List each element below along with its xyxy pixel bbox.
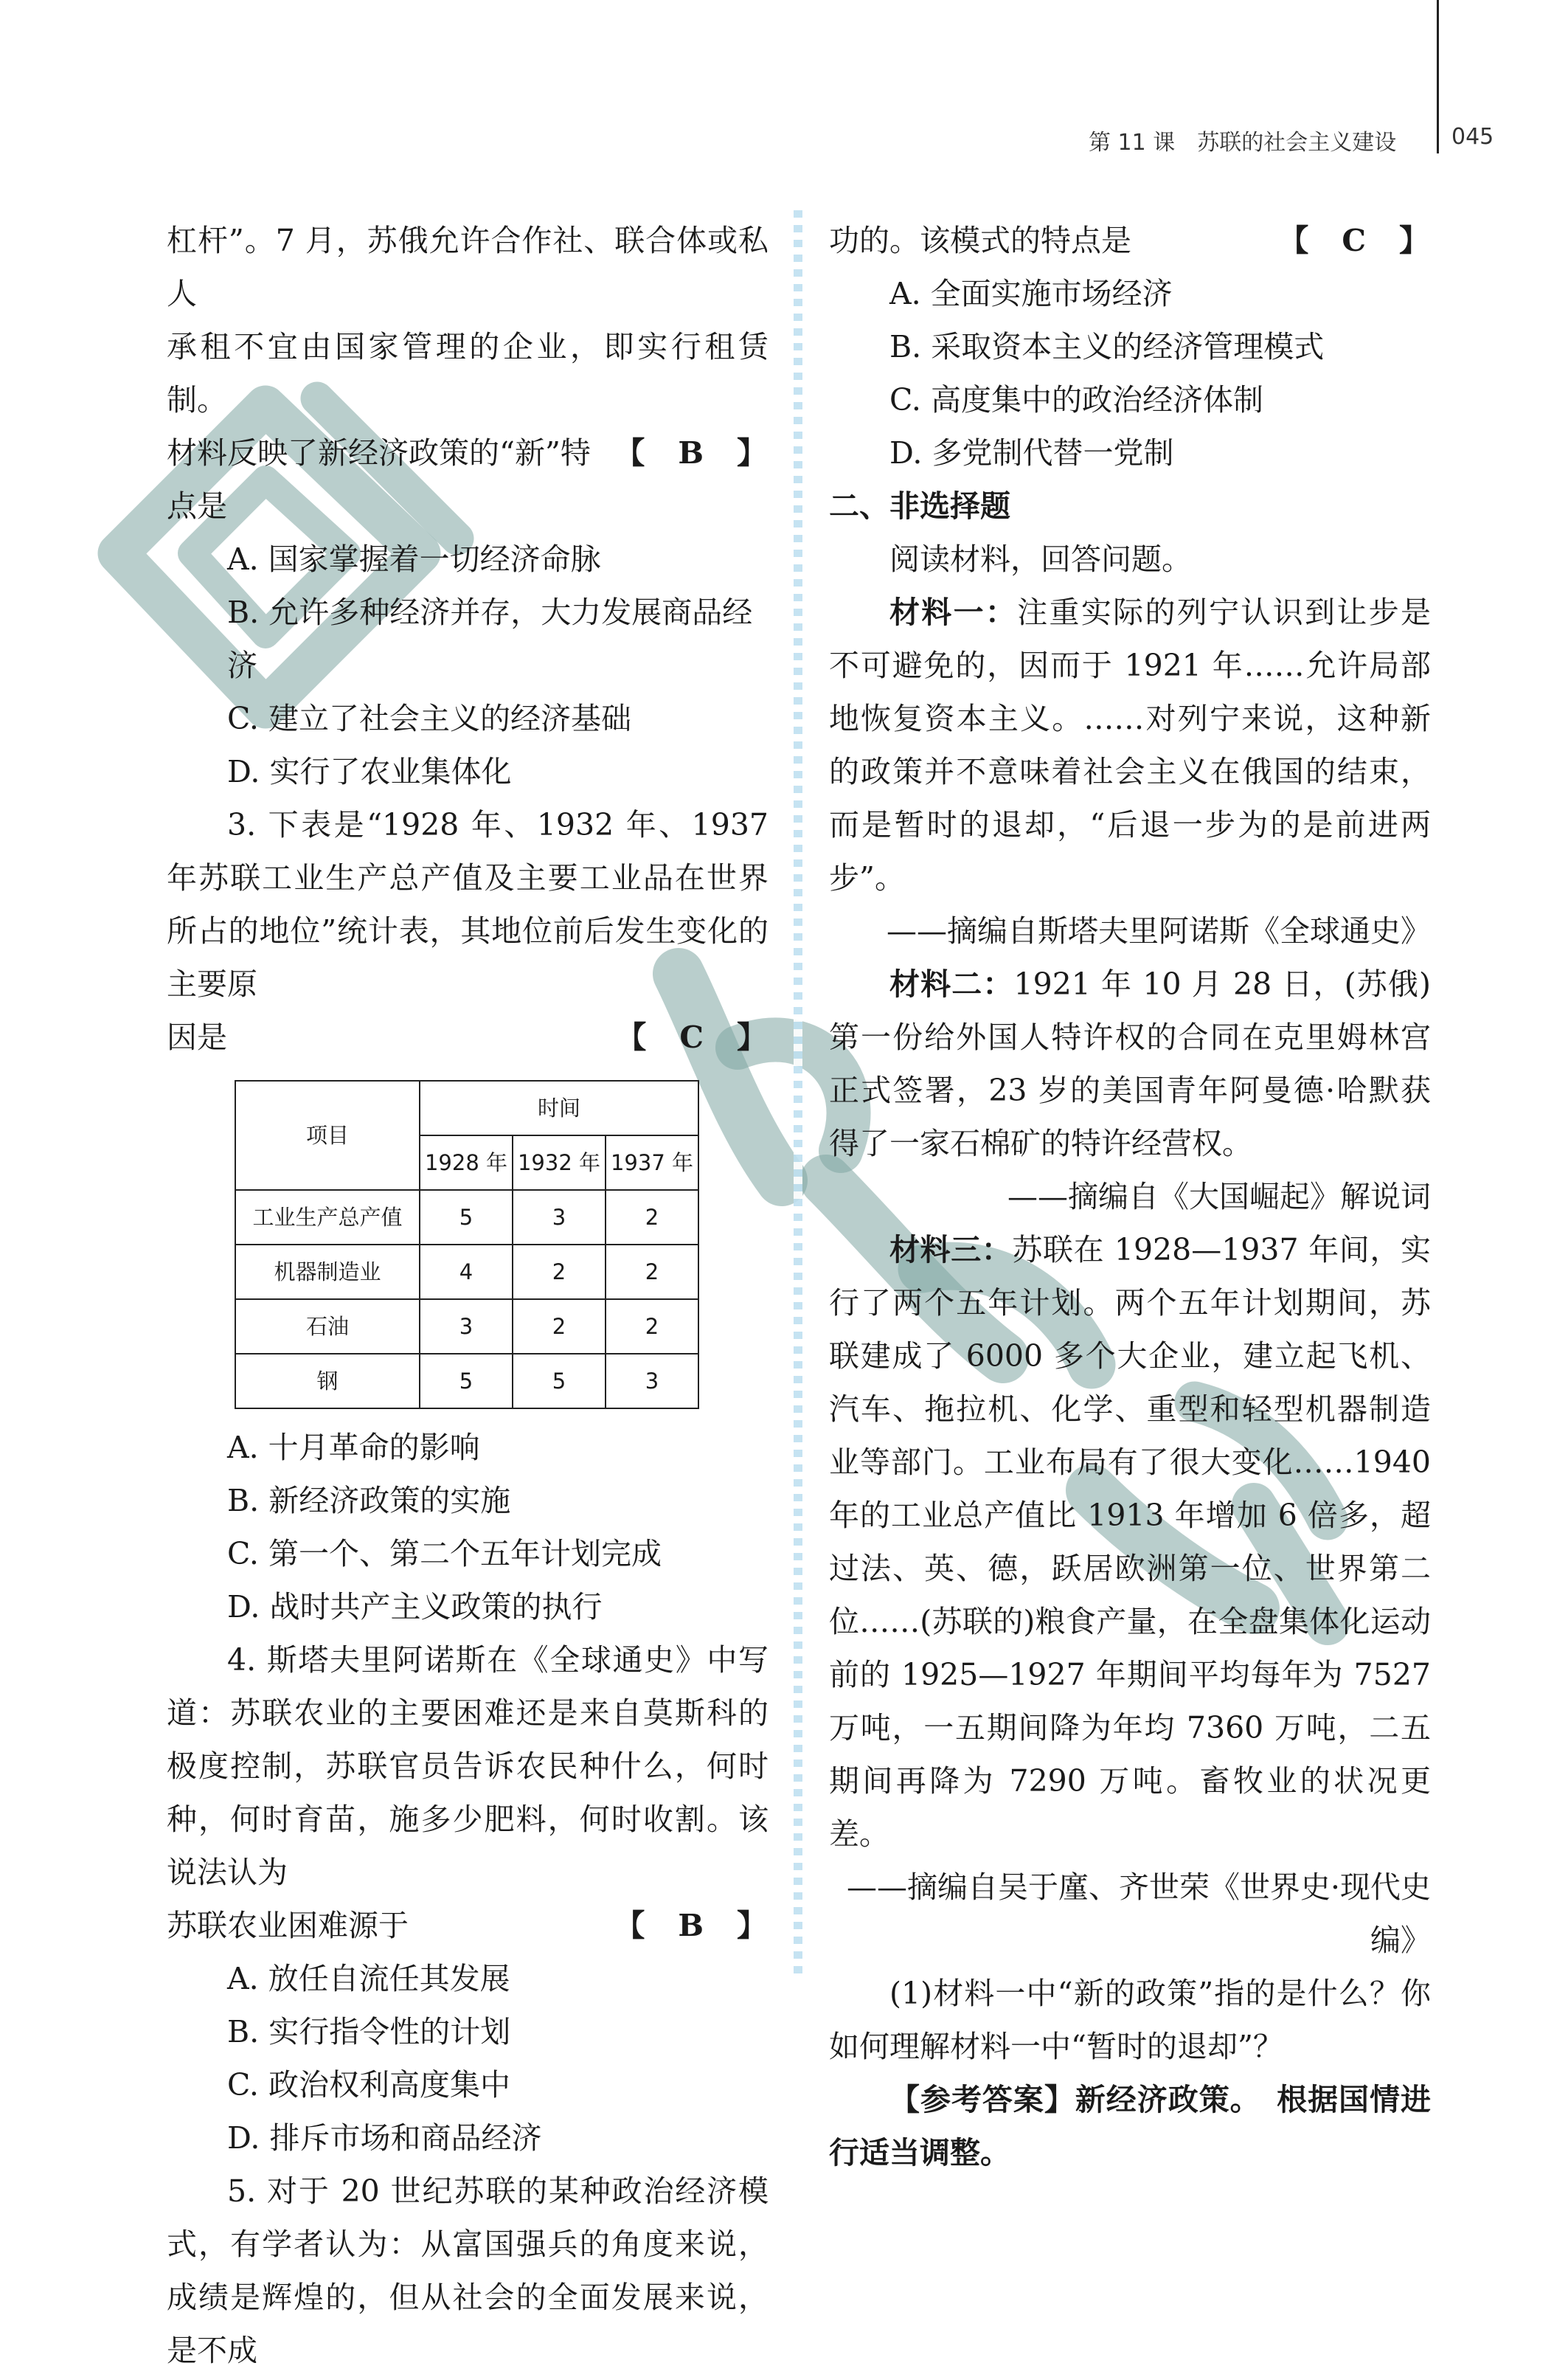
answer-bracket: 【 C 】 — [1278, 223, 1431, 258]
option-d: D. 多党制代替一党制 — [889, 435, 1174, 471]
table-header-row — [235, 1081, 698, 1135]
option-a: A. 国家掌握着一切经济命脉 — [227, 542, 601, 577]
question-4-stem: 4. 斯塔夫里阿诺斯在《全球通史》中写道：苏联农业的主要困难还是来自莫斯科的极度控制，苏联官员告诉农民种什么，何时种，何时育苗，施多少肥料，何时收割。该说法认为 — [167, 1642, 769, 1890]
question-5-stem-end — [829, 214, 1431, 267]
material-source: ——摘编自吴于廑、齐世荣《世界史·现代史编》 — [846, 1869, 1431, 1958]
answer-text: 新经济政策。 根据国情进行适当调整。 — [829, 2082, 1432, 2170]
right-column — [829, 214, 1431, 2179]
section-title: 二、非选择题 — [829, 488, 1010, 524]
table-row — [235, 1190, 698, 1245]
option-c: C. 第一个、第二个五年计划完成 — [227, 1536, 662, 1571]
question-2-stem — [167, 426, 769, 533]
table-row — [235, 1354, 698, 1408]
option-d: D. 实行了农业集体化 — [227, 754, 512, 789]
question-4-stem-end — [167, 1899, 769, 1952]
item-header: 项目 — [235, 1081, 420, 1190]
table-cell: 5 — [420, 1190, 513, 1245]
answer-bracket: 【 B 】 — [614, 1908, 769, 1943]
reference-answer — [829, 2073, 1431, 2179]
question-1: (1)材料一中“新的政策”指的是什么？你如何理解材料一中“暂时的退却”？ — [829, 1976, 1431, 2064]
table-cell: 2 — [606, 1299, 698, 1354]
option-c: C. 高度集中的政治经济体制 — [889, 382, 1263, 418]
option-b: B. 允许多种经济并存，大力发展商品经济 — [227, 595, 753, 683]
row-label: 工业生产总产值 — [235, 1190, 420, 1245]
option-a: A. 全面实施市场经济 — [889, 276, 1173, 311]
option-b: B. 新经济政策的实施 — [227, 1483, 511, 1518]
option-c: C. 建立了社会主义的经济基础 — [227, 701, 631, 736]
question-3-stem: 3. 下表是“1928 年、1932 年、1937 年苏联工业生产总产值及主要工业品在世界所占的地位”统计表，其地位前后发生变化的主要原 — [167, 807, 769, 1002]
table-row — [235, 1245, 698, 1299]
material-text: 注重实际的列宁认识到让步是不可避免的，因而于 1921 年……允许局部地恢复资本主义。……对列宁来说，这种新的政策并不意味着社会主义在俄国的结束，而是暂时的退却，“后退一步为的是前进两步”。 — [829, 595, 1431, 896]
material-source: ——摘编自《大国崛起》解说词 — [1007, 1179, 1431, 1214]
table-row — [235, 1299, 698, 1354]
question-text: 苏联农业困难源于 — [167, 1908, 409, 1943]
instruction: 阅读材料，回答问题。 — [889, 542, 1192, 577]
option-d: D. 战时共产主义政策的执行 — [227, 1589, 603, 1625]
row-label: 钢 — [235, 1354, 420, 1408]
option-b: B. 采取资本主义的经济管理模式 — [889, 329, 1325, 364]
material-text: 苏联在 1928—1937 年间，实行了两个五年计划。两个五年计划期间，苏联建成了 6000 多个大企业，建立起飞机、汽车、拖拉机、化学、重型和轻型机器制造业等部门。工业布局有了很大变化……1940 年的工业总产值比 1913 年增加 6 倍多，超过法、英、德，跃居欧洲第一位、世界第二位……(苏联的)粮食产量，在全盘集体化运动前的 1925—1927 年期间平均每年为 7527 万吨，一五期间降为年均 7360 万吨，二五期间再降为 7290 万吨。畜牧业的状况更差。 — [829, 1232, 1432, 1852]
table-cell: 2 — [606, 1190, 698, 1245]
question-text: 功的。该模式的特点是 — [829, 223, 1131, 258]
intro-line: 杠杆”。7 月，苏俄允许合作社、联合体或私人 — [167, 223, 769, 311]
table-cell: 2 — [606, 1245, 698, 1299]
question-text: 材料反映了新经济政策的“新”特点是 — [167, 435, 591, 524]
answer-bracket: 【 C 】 — [616, 1020, 769, 1055]
table-cell: 4 — [420, 1245, 513, 1299]
option-b: B. 实行指令性的计划 — [227, 2014, 511, 2049]
question-text: 因是 — [167, 1020, 227, 1055]
material-1 — [829, 586, 1431, 904]
question-3-stem-end — [167, 1011, 769, 1064]
question-5-stem: 5. 对于 20 世纪苏联的某种政治经济模式，有学者认为：从富国强兵的角度来说，成绩是辉煌的，但从社会的全面发展来说，是不成 — [167, 2173, 769, 2368]
option-d: D. 排斥市场和商品经济 — [227, 2120, 542, 2156]
table-cell: 2 — [513, 1299, 606, 1354]
column-divider — [794, 210, 802, 1981]
year-header: 1928 年 — [420, 1135, 513, 1190]
material-source: ——摘编自斯塔夫里阿诺斯《全球通史》 — [887, 913, 1431, 949]
row-label: 石油 — [235, 1299, 420, 1354]
material-label: 材料二： — [889, 966, 1014, 1002]
material-3 — [829, 1223, 1431, 1861]
table-cell: 5 — [420, 1354, 513, 1408]
intro-line: 承租不宜由国家管理的企业，即实行租赁制。 — [167, 329, 769, 418]
answer-bracket: 【 B 】 — [614, 435, 769, 471]
year-header: 1932 年 — [513, 1135, 606, 1190]
material-label: 材料三： — [889, 1232, 1013, 1267]
material-2 — [829, 958, 1431, 1170]
table-cell: 3 — [513, 1190, 606, 1245]
option-c: C. 政治权利高度集中 — [227, 2067, 510, 2103]
table-cell: 5 — [513, 1354, 606, 1408]
answer-label: 【参考答案】 — [889, 2082, 1075, 2117]
option-a: A. 放任自流任其发展 — [227, 1961, 510, 1996]
material-label: 材料一： — [889, 595, 1018, 630]
table-cell: 3 — [606, 1354, 698, 1408]
statistics-table — [235, 1080, 699, 1409]
running-header: 第 11 课 苏联的社会主义建设 — [1089, 130, 1397, 156]
left-column — [167, 214, 769, 2377]
row-label: 机器制造业 — [235, 1245, 420, 1299]
table-cell: 2 — [513, 1245, 606, 1299]
table-cell: 3 — [420, 1299, 513, 1354]
material-text: 1921 年 10 月 28 日，(苏俄)第一份给外国人特许权的合同在克里姆林宫正式签署，23 岁的美国青年阿曼德·哈默获得了一家石棉矿的特许经营权。 — [829, 966, 1432, 1161]
header-rule — [1437, 0, 1439, 153]
time-header: 时间 — [420, 1081, 698, 1135]
year-header: 1937 年 — [606, 1135, 698, 1190]
page-number: 045 — [1451, 124, 1494, 150]
option-a: A. 十月革命的影响 — [227, 1430, 480, 1465]
